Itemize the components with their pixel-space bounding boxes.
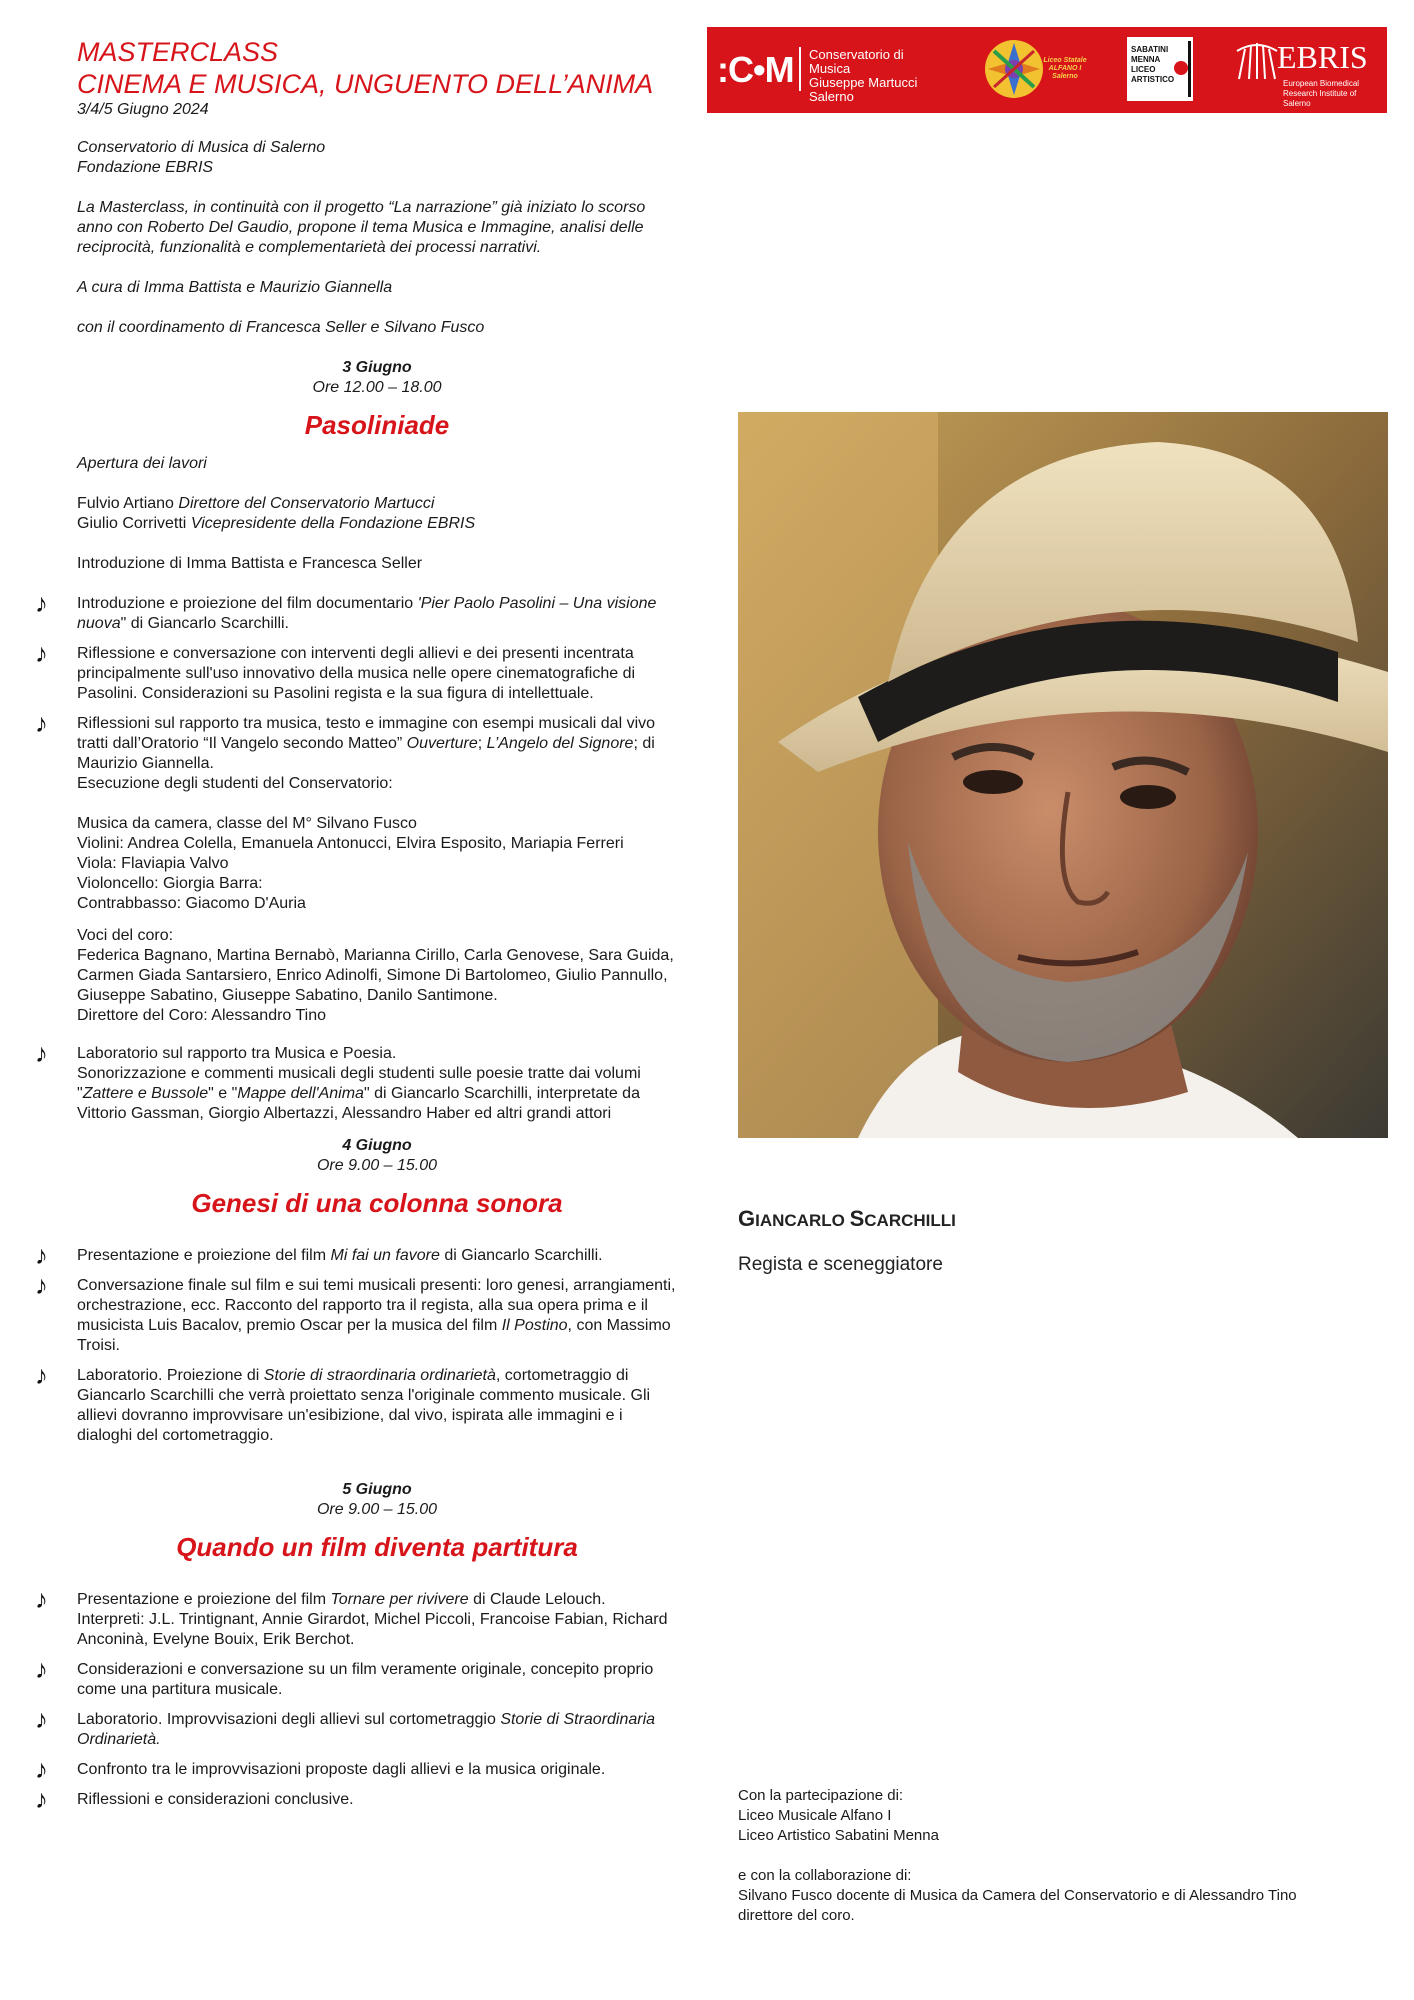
day-3-date: 5 Giugno <box>342 1481 412 1498</box>
speaker-2: Giulio Corrivetti Vicepresidente della Fondazione EBRIS <box>77 515 476 532</box>
organizer-conservatorio: Conservatorio di Musica di Salerno <box>77 139 326 156</box>
day-2-time: Ore 9.00 – 15.00 <box>316 1157 438 1174</box>
violins: Violini: Andrea Colella, Emanuela Antonucci, Elvira Esposito, Mariapia Ferreri <box>77 835 624 852</box>
organizer-ebris: Fondazione EBRIS <box>77 159 214 176</box>
chamber-class: Musica da camera, classe del M° Silvano Fusco <box>77 815 417 832</box>
cello: Violoncello: Giorgia Barra: <box>77 875 263 892</box>
day-1-session-title: Pasoliniade <box>304 410 450 440</box>
ebris-mark: EBRIS <box>1277 39 1368 75</box>
musical-note-icon: ♪ <box>35 1784 48 1814</box>
credits <box>738 1786 1298 1926</box>
list-item: ♪ Confronto tra le improvvisazioni proposte dagli allievi e la musica originale. <box>35 1754 606 1784</box>
day-1 <box>35 358 677 1124</box>
sabatini-menna-logo: SABATINI MENNA LICEO ARTISTICO <box>1127 37 1193 101</box>
day-2-date: 4 Giugno <box>342 1137 412 1154</box>
list-item: ♪ Introduzione e proiezione del film documentario 'Pier Paolo Pasolini – Una visione nuova" di Giancarlo Scarchilli. <box>35 588 657 632</box>
musical-note-icon: ♪ <box>35 1360 48 1390</box>
person-role: Regista e sceneggiatore <box>738 1254 943 1275</box>
list-item: ♪ Riflessioni e considerazioni conclusive. <box>35 1784 354 1814</box>
musical-note-icon: ♪ <box>35 1240 48 1270</box>
coordination: con il coordinamento di Francesca Seller e Silvano Fusco <box>77 319 485 336</box>
musical-note-icon: ♪ <box>35 1654 48 1684</box>
conservatorio-logo: :C•M Conservatorio di Musica Giuseppe Martucci Salerno <box>717 47 918 104</box>
ebris-logo: EBRIS European Biomedical Research Institute of Salerno <box>1235 35 1385 105</box>
double-bass: Contrabbasso: Giacomo D'Auria <box>77 895 306 912</box>
masterclass-title: CINEMA E MUSICA, UNGUENTO DELL’ANIMA <box>77 69 654 99</box>
participant-2: Liceo Artistico Sabatini Menna <box>738 1827 939 1844</box>
list-item: ♪ Presentazione e proiezione del film Tornare per rivivere di Claude Lelouch. Interpreti: J.L. Trintignant, Annie Girardot, Michel Piccoli, Francoise Fabian, Richard Anconinà, Evelyne Bouix, Erik Berchot. <box>35 1584 668 1648</box>
conservatorio-mark: :C•M <box>717 49 794 90</box>
musical-note-icon: ♪ <box>35 1584 48 1614</box>
opening: Apertura dei lavori <box>77 455 207 472</box>
musical-note-icon: ♪ <box>35 588 48 618</box>
musical-note-icon: ♪ <box>35 638 48 668</box>
logo-banner <box>707 27 1387 113</box>
masterclass-dates: 3/4/5 Giugno 2024 <box>77 101 209 118</box>
day-1-date: 3 Giugno <box>342 359 412 376</box>
participation-title: Con la partecipazione di: <box>738 1787 904 1804</box>
day-2 <box>35 1136 677 1446</box>
curators: A cura di Imma Battista e Maurizio Giannella <box>77 279 393 296</box>
musical-note-icon: ♪ <box>35 1754 48 1784</box>
list-item: ♪ Presentazione e proiezione del film Mi fai un favore di Giancarlo Scarchilli. <box>35 1240 603 1270</box>
day-3 <box>35 1480 677 1814</box>
collaboration-text: Silvano Fusco docente di Musica da Camera del Conservatorio e di Alessandro Tino direttore del coro. <box>738 1887 1297 1924</box>
introduction: Introduzione di Imma Battista e Francesca Seller <box>77 555 423 572</box>
collaboration-title: e con la collaborazione di: <box>738 1867 912 1884</box>
masterclass-label: MASTERCLASS <box>77 37 279 67</box>
choir-director: Direttore del Coro: Alessandro Tino <box>77 1007 327 1024</box>
intro-paragraph: La Masterclass, in continuità con il progetto “La narrazione” già iniziato lo scorso anno con Roberto Del Gaudio, propone il tema Musica e Immagine, analisi delle reciprocità, funzionalità e complementarietà dei processi narrativi. <box>77 199 646 256</box>
list-item: ♪ Laboratorio. Proiezione di Storie di straordinaria ordinarietà, cortometraggio di Giancarlo Scarchilli che verrà proiettato senza l'originale commento musicale. Gli allievi dovranno improvvisare un'esibizione, dal vivo, ispirata alle immagini e i dialoghi del cortometraggio. <box>35 1360 651 1444</box>
program-column <box>35 36 677 1820</box>
list-item: ♪ Laboratorio sul rapporto tra Musica e Poesia. Sonorizzazione e commenti musicali degli studenti sulle poesie tratte dai volumi "Zattere e Bussole" e "Mappe dell'Anima" di Giancarlo Scarchilli, interpretate da Vittorio Gassman, Giorgio Albertazzi, Alessandro Haber ed altri grandi attori <box>35 1038 641 1122</box>
list-item: ♪ Considerazioni e conversazione su un film veramente originale, concepito proprio come una partitura musicale. <box>35 1654 654 1698</box>
musical-note-icon: ♪ <box>35 1270 48 1300</box>
list-item: ♪ Laboratorio. Improvvisazioni degli allievi sul cortometraggio Storie di Straordinaria Ordinarietà. <box>35 1704 656 1748</box>
viola: Viola: Flaviapia Valvo <box>77 855 229 872</box>
list-item: ♪ Riflessioni sul rapporto tra musica, testo e immagine con esempi musicali dal vivo tratti dall’Oratorio “Il Vangelo secondo Matteo” Ouverture; L’Angelo del Signore; di Maurizio Giannella. Esecuzione degli studenti del Conservatorio: Musica da camera, classe del M° Silvano Fusco Violini: Andrea Colella, Emanuela Antonucci, Elvira Esposito, Mariapia Ferreri Viola: Flaviapia Valvo Violoncello: Giorgia Barra: Contrabbasso: Giacomo D'Auria Voci del coro: Federica Bagnano, Martina Bernabò, Marianna Cirillo, Carla Genovese, Sara Guida, Carmen Giada Santarsiero, Enrico Adinolfi, Simone Di Bartolomeo, Giulio Pannullo, Giuseppe Sabatino, Giuseppe Sabatino, Danilo Santimone. Direttore del Coro: Alessandro Tino <box>77 714 677 1026</box>
participant-1: Liceo Musicale Alfano I <box>738 1807 892 1824</box>
day-3-session-title: Quando un film diventa partitura <box>176 1532 578 1562</box>
speaker-1: Fulvio Artiano Direttore del Conservatorio Martucci <box>77 495 435 512</box>
portrait-photo <box>738 412 1388 1138</box>
musical-note-icon: ♪ <box>35 708 48 738</box>
day-1-time: Ore 12.00 – 18.00 <box>312 379 442 396</box>
day-3-time: Ore 9.00 – 15.00 <box>316 1501 438 1518</box>
musical-note-icon: ♪ <box>35 1704 48 1734</box>
choir-members: Federica Bagnano, Martina Bernabò, Marianna Cirillo, Carla Genovese, Sara Guida, Carmen Giada Santarsiero, Enrico Adinolfi, Simone Di Bartolomeo, Giulio Pannullo, Giuseppe Sabatino, Giuseppe Sabatino, Danilo Santimone. <box>77 947 674 1004</box>
musical-note-icon: ♪ <box>35 1038 48 1068</box>
liceo-alfano-logo: Liceo Statale ALFANO I Salerno <box>982 35 1092 105</box>
list-item: ♪ Conversazione finale sul film e sui temi musicali presenti: loro genesi, arrangiamenti, orchestrazione, ecc. Racconto del rapporto tra il regista, alla sua opera prima e il musicista Luis Bacalov, premio Oscar per la musica del film Il Postino, con Massimo Troisi. <box>35 1270 676 1354</box>
list-item: ♪ Riflessione e conversazione con interventi degli allievi e dei presenti incentrata principalmente sull'uso innovativo della musica nelle opere cinematografiche di Pasolini. Considerazioni su Pasolini regista e la sua figura di intellettuale. <box>35 638 636 702</box>
day-2-session-title: Genesi di una colonna sonora <box>191 1188 563 1218</box>
choir-title: Voci del coro: <box>77 927 174 944</box>
person-name: GIANCARLO SCARCHILLI <box>738 1206 956 1231</box>
